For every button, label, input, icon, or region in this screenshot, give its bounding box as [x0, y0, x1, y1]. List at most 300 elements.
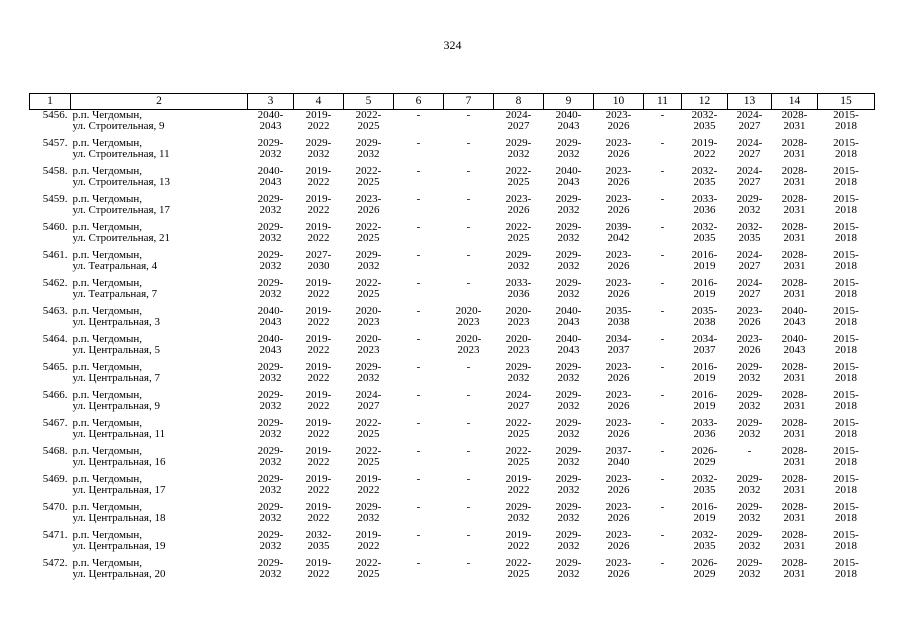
period-start: 2028- — [781, 473, 808, 485]
period-start: 2028- — [781, 137, 808, 149]
period-start: 2029- — [355, 501, 382, 513]
period-cell-col-7 — [444, 138, 494, 166]
period-start: 2029- — [505, 361, 532, 373]
period-end: 2032 — [557, 204, 580, 216]
period-end: 2022 — [307, 456, 330, 468]
period-start: 2015- — [833, 417, 859, 429]
period-start: - — [660, 305, 665, 317]
period-start: - — [466, 529, 471, 541]
period-end: 2031 — [783, 260, 806, 272]
period-start: 2022- — [505, 165, 532, 177]
period-cell-col-9 — [544, 166, 594, 194]
period-start: 2022- — [355, 557, 382, 569]
period-end: 2022 — [507, 484, 530, 496]
period-start: 2029- — [257, 137, 284, 149]
period-cell-col-7 — [444, 446, 494, 474]
row-number: 5472. — [42, 557, 68, 569]
period-end: 2035 — [307, 540, 330, 552]
period-cell-col-7 — [444, 530, 494, 558]
period-end: 2018 — [835, 540, 857, 552]
period-start: 2029- — [555, 445, 582, 457]
period-cell-col-11 — [644, 418, 682, 446]
period-start: 2022- — [355, 277, 382, 289]
period-start: - — [466, 193, 471, 205]
period-cell-col-4 — [294, 362, 344, 390]
period-start: 2029- — [257, 221, 284, 233]
period-end: 2029 — [693, 568, 716, 580]
address-cell — [71, 306, 248, 334]
period-cell-col-3 — [248, 446, 294, 474]
period-cell-col-6 — [394, 418, 444, 446]
row-number: 5456. — [42, 109, 68, 121]
period-start: 2020- — [505, 333, 532, 345]
period-end: 2027 — [357, 400, 380, 412]
period-cell-col-10 — [594, 222, 644, 250]
period-cell-col-4 — [294, 278, 344, 306]
period-end: 2031 — [783, 540, 806, 552]
period-start: 2029- — [736, 193, 763, 205]
period-end: 2043 — [783, 344, 806, 356]
period-start: - — [660, 445, 665, 457]
period-cell-col-8 — [494, 194, 544, 222]
address-cell — [71, 194, 248, 222]
period-start: 2033- — [691, 417, 718, 429]
period-cell-col-10 — [594, 390, 644, 418]
period-cell-col-5 — [344, 138, 394, 166]
period-start: 2019- — [505, 473, 532, 485]
period-end: 2018 — [835, 372, 857, 384]
period-cell-col-6 — [394, 222, 444, 250]
column-header-5: 5 — [344, 94, 394, 110]
period-end: 2032 — [738, 512, 761, 524]
period-cell-col-6 — [394, 334, 444, 362]
period-cell-col-9 — [544, 418, 594, 446]
period-cell-col-12 — [682, 138, 728, 166]
period-end: 2022 — [307, 484, 330, 496]
period-end: 2022 — [307, 288, 330, 300]
period-end: 2026 — [607, 288, 630, 300]
period-end: 2022 — [307, 344, 330, 356]
period-end: 2018 — [835, 568, 857, 580]
period-start: - — [466, 361, 471, 373]
period-end: 2032 — [738, 428, 761, 440]
page-number: 324 — [443, 38, 462, 52]
period-start: 2023- — [605, 137, 632, 149]
period-cell-col-3 — [248, 362, 294, 390]
period-end: 2027 — [738, 288, 761, 300]
address-settlement: р.п. Чегдомын, — [72, 193, 143, 205]
address-settlement: р.п. Чегдомын, — [72, 389, 143, 401]
header-row — [30, 94, 875, 110]
row-number: 5469. — [42, 473, 68, 485]
period-cell-col-11 — [644, 166, 682, 194]
address-settlement: р.п. Чегдомын, — [72, 417, 143, 429]
period-cell-col-10 — [594, 502, 644, 530]
period-cell-col-9 — [544, 446, 594, 474]
period-cell-col-3 — [248, 390, 294, 418]
period-end: 2043 — [783, 316, 806, 328]
period-cell-col-7 — [444, 502, 494, 530]
column-header-8: 8 — [494, 94, 544, 110]
period-end: 2032 — [259, 288, 282, 300]
period-start: - — [660, 529, 665, 541]
period-start: 2015- — [833, 473, 859, 485]
period-cell-col-12 — [682, 558, 728, 586]
period-start: 2019- — [305, 445, 332, 457]
period-start: 2029- — [505, 249, 532, 261]
period-end: 2032 — [259, 540, 282, 552]
period-start: 2022- — [505, 445, 532, 457]
period-cell-col-11 — [644, 558, 682, 586]
period-start: 2029- — [355, 249, 382, 261]
period-end: 2032 — [557, 148, 580, 160]
address-cell — [71, 418, 248, 446]
period-start: - — [660, 389, 665, 401]
period-cell-col-6 — [394, 530, 444, 558]
period-start: - — [416, 277, 421, 289]
period-cell-col-11 — [644, 362, 682, 390]
table-row — [30, 250, 875, 278]
period-end: 2022 — [507, 540, 530, 552]
period-start: 2029- — [555, 221, 582, 233]
period-start: 2016- — [691, 361, 718, 373]
row-number: 5459. — [42, 193, 68, 205]
period-cell-col-6 — [394, 110, 444, 139]
period-cell-col-8 — [494, 110, 544, 139]
period-end: 2032 — [507, 512, 530, 524]
period-start: 2024- — [505, 109, 532, 121]
period-cell-col-5 — [344, 250, 394, 278]
period-cell-col-4 — [294, 502, 344, 530]
period-cell-col-5 — [344, 558, 394, 586]
period-start: - — [416, 557, 421, 569]
period-start: 2015- — [833, 277, 859, 289]
period-end: 2036 — [693, 204, 716, 216]
period-start: 2015- — [833, 193, 859, 205]
period-end: 2026 — [607, 176, 630, 188]
period-cell-col-12 — [682, 306, 728, 334]
period-start: 2029- — [257, 361, 284, 373]
period-start: - — [660, 333, 665, 345]
period-cell-col-6 — [394, 278, 444, 306]
period-start: 2019- — [355, 473, 382, 485]
period-start: 2029- — [555, 361, 582, 373]
period-end: 2032 — [357, 512, 380, 524]
table-row — [30, 278, 875, 306]
period-end: 2027 — [738, 260, 761, 272]
address-street: ул. Театральная, 7 — [72, 288, 158, 300]
period-end: 2032 — [507, 372, 530, 384]
table-row — [30, 222, 875, 250]
period-cell-col-11 — [644, 446, 682, 474]
period-end: 2031 — [783, 372, 806, 384]
period-start: 2019- — [691, 137, 718, 149]
period-cell-col-14 — [772, 418, 818, 446]
period-start: 2029- — [555, 501, 582, 513]
period-end: 2018 — [835, 344, 857, 356]
address-street: ул. Центральная, 18 — [72, 512, 166, 524]
period-start: - — [660, 165, 665, 177]
period-cell-col-13 — [728, 474, 772, 502]
period-cell-col-11 — [644, 530, 682, 558]
period-end: 2018 — [835, 512, 857, 524]
period-cell-col-14 — [772, 530, 818, 558]
period-start: 2023- — [605, 557, 632, 569]
period-end: 2032 — [557, 568, 580, 580]
period-end: 2019 — [693, 372, 716, 384]
period-cell-col-3 — [248, 222, 294, 250]
period-start: 2028- — [781, 529, 808, 541]
period-end: 2032 — [307, 148, 330, 160]
period-start: 2029- — [257, 529, 284, 541]
period-cell-col-14 — [772, 138, 818, 166]
period-cell-col-14 — [772, 166, 818, 194]
address-settlement: р.п. Чегдомын, — [72, 305, 143, 317]
period-end: 2032 — [357, 372, 380, 384]
period-cell-col-5 — [344, 222, 394, 250]
period-cell-col-12 — [682, 250, 728, 278]
period-start: 2016- — [691, 501, 718, 513]
period-cell-col-10 — [594, 166, 644, 194]
period-start: 2019- — [305, 361, 332, 373]
period-start: 2023- — [605, 165, 632, 177]
period-cell-col-11 — [644, 194, 682, 222]
period-start: - — [416, 165, 421, 177]
period-end: 2032 — [557, 232, 580, 244]
period-cell-col-12 — [682, 194, 728, 222]
period-start: 2028- — [781, 249, 808, 261]
period-end: 2032 — [557, 372, 580, 384]
period-cell-col-3 — [248, 278, 294, 306]
row-number: 5465. — [42, 361, 68, 373]
period-cell-col-14 — [772, 306, 818, 334]
period-end: 2031 — [783, 456, 806, 468]
period-start: - — [660, 109, 665, 121]
period-start: 2040- — [555, 109, 582, 121]
period-start: 2023- — [605, 249, 632, 261]
period-end: 2025 — [507, 176, 530, 188]
period-end: 2018 — [835, 316, 857, 328]
table-row — [30, 558, 875, 586]
period-cell-col-15 — [818, 334, 875, 362]
period-cell-col-4 — [294, 530, 344, 558]
period-end: 2038 — [607, 316, 630, 328]
period-end: 2026 — [607, 204, 630, 216]
period-end: 2032 — [259, 260, 282, 272]
period-start: 2023- — [605, 529, 632, 541]
period-end: 2025 — [357, 176, 380, 188]
period-cell-col-8 — [494, 558, 544, 586]
period-cell-col-10 — [594, 362, 644, 390]
period-cell-col-8 — [494, 390, 544, 418]
column-header-9: 9 — [544, 94, 594, 110]
period-cell-col-8 — [494, 334, 544, 362]
period-start: 2027- — [305, 249, 332, 261]
period-start: 2028- — [781, 445, 808, 457]
period-end: 2018 — [835, 232, 857, 244]
period-cell-col-11 — [644, 390, 682, 418]
period-end: 2019 — [693, 400, 716, 412]
period-end: 2022 — [357, 484, 380, 496]
address-street: ул. Центральная, 9 — [72, 400, 160, 412]
period-cell-col-8 — [494, 418, 544, 446]
table-row — [30, 166, 875, 194]
row-number: 5468. — [42, 445, 68, 457]
period-cell-col-12 — [682, 362, 728, 390]
period-end: 2023 — [357, 344, 380, 356]
period-end: 2040 — [607, 456, 630, 468]
period-start: - — [466, 221, 471, 233]
period-end: 2018 — [835, 176, 857, 188]
period-cell-col-15 — [818, 250, 875, 278]
period-start: - — [466, 249, 471, 261]
period-end: 2031 — [783, 568, 806, 580]
period-cell-col-4 — [294, 194, 344, 222]
period-cell-col-4 — [294, 558, 344, 586]
address-settlement: р.п. Чегдомын, — [72, 529, 143, 541]
table-row — [30, 390, 875, 418]
period-start: - — [466, 473, 471, 485]
period-start: 2019- — [355, 529, 382, 541]
period-end: 2043 — [557, 316, 580, 328]
period-start: 2032- — [691, 109, 718, 121]
period-start: 2022- — [505, 557, 532, 569]
period-cell-col-7 — [444, 194, 494, 222]
address-street: ул. Центральная, 17 — [72, 484, 166, 496]
period-start: 2029- — [305, 137, 332, 149]
period-start: 2029- — [555, 389, 582, 401]
period-cell-col-4 — [294, 222, 344, 250]
period-cell-col-14 — [772, 110, 818, 139]
period-start: 2028- — [781, 389, 808, 401]
period-cell-col-11 — [644, 334, 682, 362]
period-start: 2029- — [736, 557, 763, 569]
period-start: 2022- — [505, 221, 532, 233]
period-start: - — [466, 557, 471, 569]
period-cell-col-15 — [818, 558, 875, 586]
period-end: 2019 — [693, 260, 716, 272]
period-start: 2029- — [555, 557, 582, 569]
period-cell-col-12 — [682, 278, 728, 306]
period-start: 2016- — [691, 389, 718, 401]
period-start: 2029- — [555, 193, 582, 205]
period-end: 2023 — [357, 316, 380, 328]
period-cell-col-3 — [248, 334, 294, 362]
period-start: - — [466, 165, 471, 177]
period-cell-col-12 — [682, 334, 728, 362]
period-end: 2035 — [693, 176, 716, 188]
period-start: 2033- — [505, 277, 532, 289]
row-number: 5470. — [42, 501, 68, 513]
period-cell-col-9 — [544, 278, 594, 306]
period-end: 2022 — [307, 316, 330, 328]
period-cell-col-15 — [818, 166, 875, 194]
period-cell-col-9 — [544, 502, 594, 530]
period-end: 2022 — [307, 176, 330, 188]
period-start: 2023- — [355, 193, 382, 205]
period-end: 2032 — [259, 512, 282, 524]
period-cell-col-3 — [248, 474, 294, 502]
period-start: 2029- — [555, 249, 582, 261]
column-header-12: 12 — [682, 94, 728, 110]
table-row — [30, 474, 875, 502]
address-street: ул. Центральная, 11 — [72, 428, 166, 440]
period-start: 2024- — [736, 165, 763, 177]
period-start: 2024- — [736, 137, 763, 149]
address-settlement: р.п. Чегдомын, — [72, 557, 143, 569]
row-number: 5457. — [42, 137, 68, 149]
period-end: 2026 — [738, 344, 761, 356]
period-cell-col-13 — [728, 502, 772, 530]
period-end: 2022 — [307, 400, 330, 412]
table-row — [30, 194, 875, 222]
period-start: 2015- — [833, 501, 859, 513]
period-start: 2029- — [257, 445, 284, 457]
period-start: - — [660, 557, 665, 569]
period-cell-col-12 — [682, 222, 728, 250]
table-body — [30, 110, 875, 587]
period-start: - — [466, 445, 471, 457]
period-cell-col-7 — [444, 250, 494, 278]
table-row — [30, 334, 875, 362]
period-start: 2040- — [555, 333, 582, 345]
period-start: 2024- — [736, 277, 763, 289]
period-end: 2022 — [307, 120, 330, 132]
period-end: 2032 — [259, 428, 282, 440]
period-cell-col-4 — [294, 110, 344, 139]
period-end: 2032 — [259, 148, 282, 160]
period-start: 2023- — [605, 389, 632, 401]
period-start: 2029- — [505, 501, 532, 513]
period-cell-col-9 — [544, 558, 594, 586]
period-start: 2019- — [305, 221, 332, 233]
period-cell-col-15 — [818, 530, 875, 558]
period-cell-col-10 — [594, 306, 644, 334]
period-cell-col-13 — [728, 250, 772, 278]
period-start: 2032- — [691, 221, 718, 233]
period-start: 2040- — [781, 333, 808, 345]
period-start: - — [660, 501, 665, 513]
period-cell-col-15 — [818, 474, 875, 502]
period-cell-col-9 — [544, 474, 594, 502]
period-cell-col-11 — [644, 138, 682, 166]
period-end: 2032 — [259, 232, 282, 244]
period-start: 2035- — [691, 305, 718, 317]
period-start: 2015- — [833, 557, 859, 569]
period-start: - — [466, 109, 471, 121]
period-start: 2015- — [833, 389, 859, 401]
row-number: 5461. — [42, 249, 68, 261]
period-cell-col-14 — [772, 474, 818, 502]
period-end: 2043 — [557, 176, 580, 188]
period-end: 2025 — [507, 428, 530, 440]
address-settlement: р.п. Чегдомын, — [72, 501, 143, 513]
address-street: ул. Центральная, 3 — [72, 316, 160, 328]
column-header-1: 1 — [30, 94, 71, 110]
period-cell-col-13 — [728, 362, 772, 390]
period-end: 2026 — [607, 120, 630, 132]
period-cell-col-14 — [772, 558, 818, 586]
period-cell-col-6 — [394, 502, 444, 530]
period-start: 2016- — [691, 249, 718, 261]
period-cell-col-7 — [444, 418, 494, 446]
address-cell — [71, 250, 248, 278]
period-cell-col-13 — [728, 390, 772, 418]
period-end: 2035 — [738, 232, 761, 244]
period-start: 2023- — [605, 417, 632, 429]
period-start: - — [466, 501, 471, 513]
period-cell-col-13 — [728, 110, 772, 139]
